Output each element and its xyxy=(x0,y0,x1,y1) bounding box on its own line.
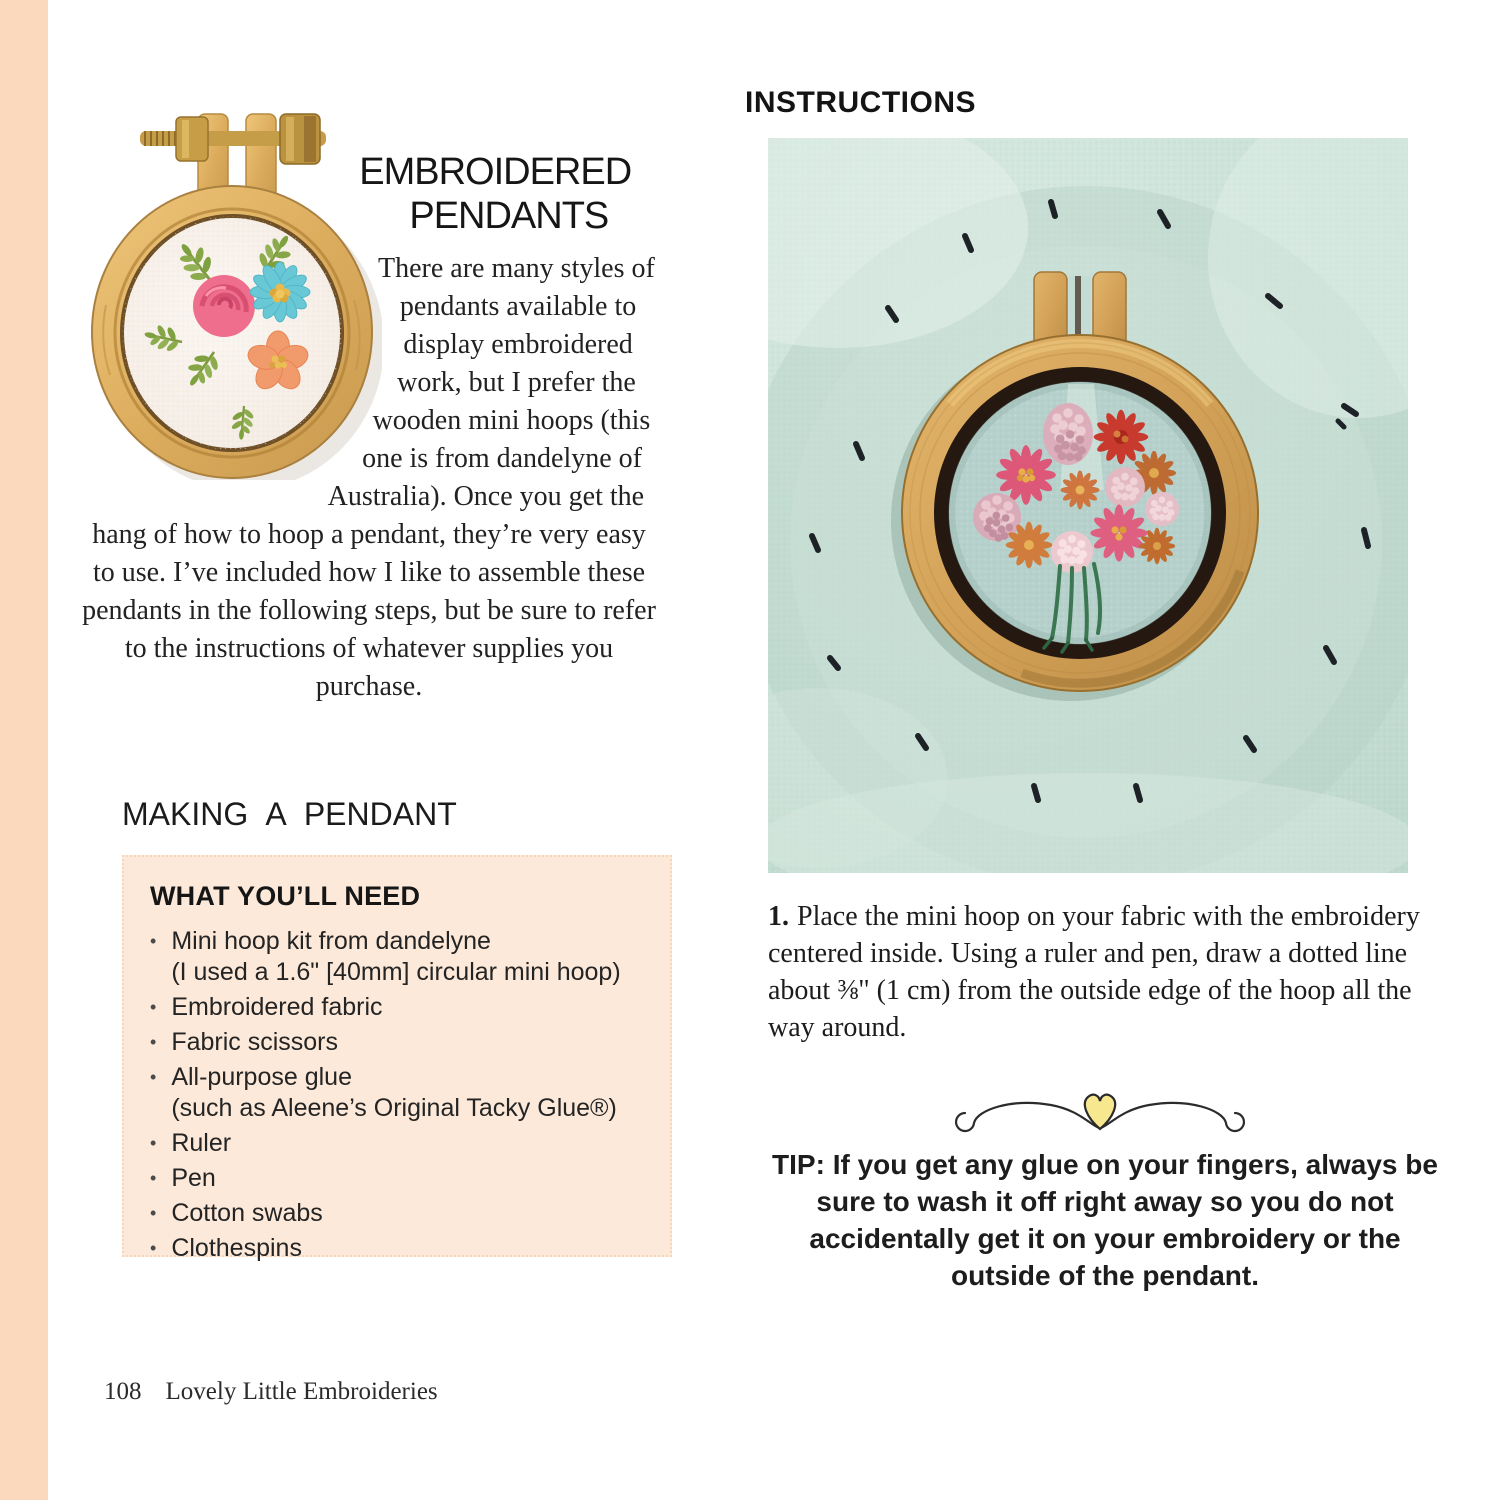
supplies-box xyxy=(122,855,672,1262)
list-item xyxy=(150,1128,648,1159)
list-item xyxy=(150,1233,648,1264)
bullet-icon: • xyxy=(150,931,157,951)
step-text: Place the mini hoop on your fabric with the embroidery centered inside. Using a ruler and pen, draw a dotted line about ⅜" (1 cm) from the outside edge of the hoop all the way around. xyxy=(768,901,1420,1043)
list-item xyxy=(150,926,648,988)
item-label: Mini hoop kit from dandelyne xyxy=(171,927,491,955)
bullet-icon: • xyxy=(150,1203,157,1223)
page-edge-strip xyxy=(0,0,48,1500)
item-label: Pen xyxy=(171,1164,216,1192)
instructions-heading: INSTRUCTIONS xyxy=(745,86,976,119)
item-label: Fabric scissors xyxy=(171,1028,338,1056)
instructions-step-photo xyxy=(768,138,1408,873)
intro-paragraph: There are many styles of pendants available to display embroidered work, but I prefer the wooden mini hoops (this one is from dandelyne of Australia). Once you get the hang of how to hoop a pendant, they’re very easy to use. I’ve included how I like to assemble these pendants in the following steps, but be sure to refer to the instructions of whatever supplies you purchase. xyxy=(82,253,656,702)
item-label: All-purpose glue xyxy=(171,1063,352,1091)
page-footer xyxy=(104,1378,438,1406)
section-heading: MAKING A PENDANT xyxy=(122,796,457,832)
item-sublabel: (such as Aleene’s Original Tacky Glue®) xyxy=(171,1094,617,1122)
supplies-heading: WHAT YOU’LL NEED xyxy=(150,881,421,911)
bullet-icon: • xyxy=(150,997,157,1017)
item-label: Ruler xyxy=(171,1129,232,1157)
list-item xyxy=(150,1198,648,1229)
step-number: 1. xyxy=(768,901,789,932)
item-sublabel: (I used a 1.6" [40mm] circular mini hoop) xyxy=(171,958,621,986)
item-label: Clothespins xyxy=(171,1234,302,1262)
list-item xyxy=(150,1163,648,1194)
list-item xyxy=(150,1062,648,1124)
list-item xyxy=(150,992,648,1023)
bullet-icon: • xyxy=(150,1133,157,1153)
bullet-icon: • xyxy=(150,1032,157,1052)
heart-icon xyxy=(1085,1095,1115,1129)
supplies-list xyxy=(150,926,648,1264)
item-label: Cotton swabs xyxy=(171,1199,323,1227)
bullet-icon: • xyxy=(150,1168,157,1188)
tip-text: TIP: If you get any glue on your fingers, always be sure to wash it off right away so you do not accidentally get it on your embroidery or the outside of the pendant. xyxy=(772,1149,1438,1291)
page-title: EMBROIDERED PENDANTS xyxy=(359,151,632,237)
book-title: Lovely Little Embroideries xyxy=(165,1378,438,1405)
list-item xyxy=(150,1027,648,1058)
bullet-icon: • xyxy=(150,1238,157,1258)
left-column xyxy=(48,0,660,706)
photo-wrap-spacer xyxy=(78,100,378,500)
flourish-divider xyxy=(935,1072,1265,1142)
step-1 xyxy=(768,898,1448,1046)
item-label: Embroidered fabric xyxy=(171,993,383,1021)
bullet-icon: • xyxy=(150,1067,157,1087)
page-number: 108 xyxy=(104,1378,142,1405)
